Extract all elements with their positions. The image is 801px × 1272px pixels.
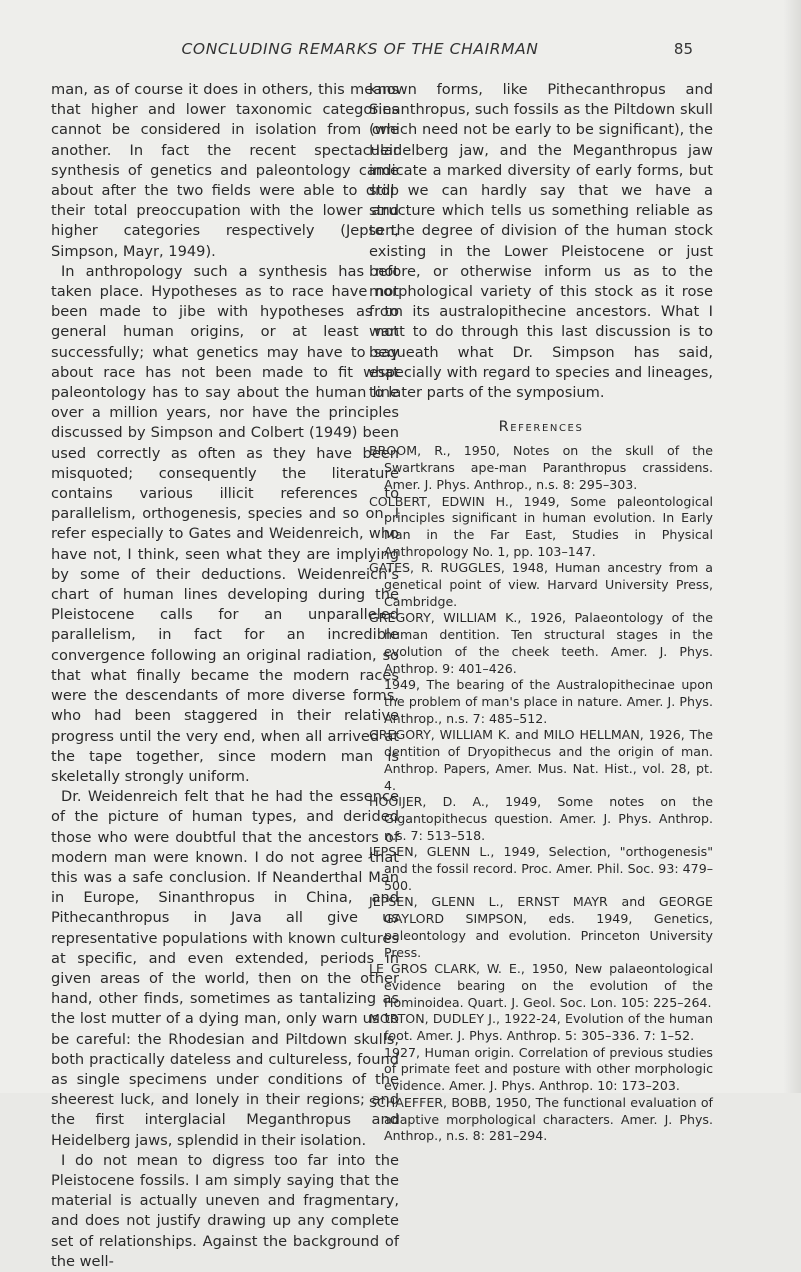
reference-entry: LE GROS CLARK, W. E., 1950, New palaeontological evidence bearing on the evolution of the Hominoidea. Quart. J. Geol. Soc. Lon. 105: 225–264. — [369, 961, 713, 1010]
paragraph: I do not mean to digress too far into the Pleistocene fossils. I am simply saying that the material is actually uneven and fragmentary, and does not justify drawing up any complete set of relationships. Against the background of the well- — [51, 1151, 399, 1270]
reference-entry: GREGORY, WILLIAM K. and MILO HELLMAN, 1926, The dentition of Dryopithecus and the origin of man. Anthrop. Papers, Amer. Mus. Nat. Hist., vol. 28, pt. 4. — [369, 727, 713, 793]
page-edge-shadow — [783, 0, 801, 1093]
paragraph: man, as of course it does in others, this means that higher and lower taxonomic categories cannot be considered in isolation from one another. In fact the recent spectacular synthesis of genetics and paleontology came about after the two fields were able to drop their total preoccupation with the lower and higher categories respectively (Jepsen, Simpson, Mayr, 1949). — [51, 81, 399, 260]
left-column — [51, 80, 399, 1272]
references-list — [369, 443, 713, 1145]
reference-entry: MORTON, DUDLEY J., 1922-24, Evolution of the human foot. Amer. J. Phys. Anthrop. 5: 305–336. 7: 1–52. — [369, 1011, 713, 1044]
reference-entry: COLBERT, EDWIN H., 1949, Some paleontological principles significant in human evolution. In Early Man in the Far East, Studies in Physical Anthropology No. 1, pp. 103–147. — [369, 493, 713, 559]
page-number: 85 — [673, 40, 693, 58]
reference-entry: GATES, R. RUGGLES, 1948, Human ancestry from a genetical point of view. Harvard University Press, Cambridge. — [369, 560, 713, 609]
reference-entry: 1927, Human origin. Correlation of previous studies of primate feet and posture with other morphologic evidence. Amer. J. Phys. Anthrop. 10: 173–203. — [384, 1044, 713, 1094]
paragraph: known forms, like Pithecanthropus and Sinanthropus, such fossils as the Piltdown skull (which need not be early to be significant), the Heidelberg jaw, and the Meganthropus jaw indicate a marked diversity of early forms, but still we can hardly say that we have a structure which tells us something reliable as to the degree of division of the human stock existing in the Lower Pleistocene or just before, or otherwise inform us as to the morphological variety of this stock as it rose from its australopithecine ancestors. What I want to do through this last discussion is to bequeath what Dr. Simpson has said, especially with regard to species and lineages, to later parts of the symposium. — [369, 81, 713, 402]
reference-entry: GREGORY, WILLIAM K., 1926, Palaeontology of the human dentition. Ten structural stages in the evolution of the cheek teeth. Amer. J. Phys. Anthrop. 9: 401–426. — [369, 610, 713, 676]
reference-entry: BROOM, R., 1950, Notes on the skull of the Swartkrans ape-man Paranthropus crassidens. Amer. J. Phys. Anthrop., n.s. 8: 295–303. — [369, 443, 713, 492]
reference-entry: JEPSEN, GLENN L., ERNST MAYR and GEORGE GAYLORD SIMPSON, eds. 1949, Genetics, paleontology and evolution. Princeton University Press. — [369, 894, 713, 960]
right-column — [369, 80, 713, 1145]
reference-entry: HOOIJER, D. A., 1949, Some notes on the Gigantopithecus question. Amer. J. Phys. Anthrop. n.s. 7: 513–518. — [369, 794, 713, 843]
references-heading: References — [498, 419, 584, 436]
reference-entry: 1949, The bearing of the Australopithecinae upon the problem of man's place in nature. Amer. J. Phys. Anthrop., n.s. 7: 485–512. — [384, 677, 713, 726]
paragraph: In anthropology such a synthesis has not taken place. Hypotheses as to race have not been made to jibe with hypotheses as to general human origins, or at least not successfully; what genetics may have to say about race has not been made to fit what paleontology has to say about the human line over a million years, nor have the principles discussed by Simpson and Colbert (1949) been used correctly as often as they have been misquoted; consequently the literature contains various illicit references to parallelism, orthogenesis, species and so on. I refer especially to Gates and Weidenreich, who have not, I think, seen what they are implying by some of their deductions. Weidenreich's chart of human lines developing during the Pleistocene calls for an unparalleled parallelism, in fact for an incredible convergence following an original radiation, so that what finally became the modern races were the descendants of more diverse forms, who had been staggered in their relative progress until the very end, when all arrived at the tape together, since modern man is skeletally strongly uniform. — [51, 262, 399, 785]
reference-entry: JEPSEN, GLENN L., 1949, Selection, "orthogenesis" and the fossil record. Proc. Amer. Phil. Soc. 93: 479–500. — [369, 844, 713, 893]
reference-entry: SCHAEFFER, BOBB, 1950, The functional evaluation of adaptive morphological characters. Amer. J. Phys. Anthrop., n.s. 8: 281–294. — [369, 1094, 713, 1144]
paragraph: Dr. Weidenreich felt that he had the essence of the picture of human types, and derided those who were doubtful that the ancestors of modern man were known. I do not agree that this was a safe conclusion. If Neanderthal Man in Europe, Sinanthropus in China, and Pithecanthropus in Java all give us representative populations with known cultures at specific, and even extended, periods in given areas of the world, then on the other hand, other finds, sometimes as tantalizing as the lost mutter of a dying man, only warn us to be careful: the Rhodesian and Piltdown skulls, both practically dateless and cultureless, found as single specimens under conditions of the sheerest luck, and lonely in their regions; and the first interglacial Meganthropus and Heidelberg jaws, splendid in their isolation. — [51, 788, 399, 1149]
running-head — [0, 40, 801, 64]
running-head-title: CONCLUDING REMARKS OF THE CHAIRMAN — [181, 40, 539, 58]
